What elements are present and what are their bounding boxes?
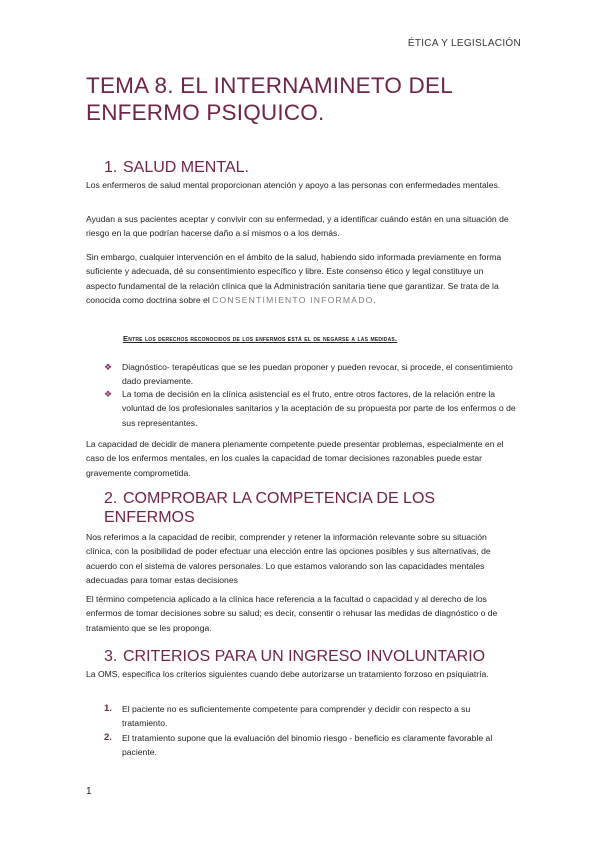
paragraph: Sin embargo, cualquier intervención en el ámbito de la salud, habiendo sido informada previamente en forma suficiente y adecuada, dé su consentimiento específico y libre. Este consenso ético y legal constituye un aspecto fundamental de la relación clínica que la Administración sanitaria tiene que garantizar. Se trata de la conocida como doctrina sobre el CONSENTIMIENTO INFORMADO. — [86, 252, 502, 305]
section-number: 1. — [104, 159, 118, 176]
section-heading-1 — [104, 158, 249, 177]
paragraph: Los enfermeros de salud mental proporcionan atención y apoyo a las personas con enfermedades mentales. — [86, 180, 501, 190]
paragraph-text: Sin embargo, cualquier intervención en el ámbito de la salud, habiendo sido informada previamente en forma suficiente y adecuada, dé su consentimiento específico y libre. Este consenso ético y legal constituye un aspecto fundamental de la relación clínica que la Administración sanitaria tiene que garantizar. Se trata de la conocida como doctrina sobre el — [86, 252, 502, 305]
item-number: 2. — [104, 732, 112, 743]
bullet-item — [104, 360, 516, 389]
diamond-bullet-icon: ❖ — [104, 389, 113, 399]
keyword-consentimiento: CONSENTIMIENTO INFORMADO — [212, 294, 374, 305]
bullet-text: Diagnóstico- terapéuticas que se les puedan proponer y pueden revocar, si procede, el consentimiento dado previamente. — [122, 362, 513, 387]
running-header: ÉTICA Y LEGISLACIÓN — [407, 38, 521, 49]
document-title: TEMA 8. EL INTERNAMINETO DEL ENFERMO PSIQUICO. — [86, 73, 453, 125]
paragraph: Nos referimos a la capacidad de recibir, comprender y retener la información relevante sobre su situación clínica, con la posibilidad de poder efectuar una elección entre las opciones posibles y sus alternativas, de acuerdo con el sistema de valores personales. Lo que estamos valorando son las capacidades mentales adecuadas para tomar estas decisiones — [86, 532, 491, 585]
bullet-text: La toma de decisión en la clínica asistencial es el fruto, entre otros factores, de la relación entre la voluntad de los profesionales sanitarios y la aceptación de su propuesta por parte de los enfermos o de sus representantes. — [122, 389, 516, 428]
bullet-item — [104, 387, 516, 430]
item-text: El paciente no es suficientemente competente para comprender y decidir con respecto a su tratamiento. — [122, 704, 471, 729]
section-title: CRITERIOS PARA UN INGRESO INVOLUNTARIO — [123, 648, 486, 665]
section-number: 3. — [104, 648, 118, 665]
section-number: 2. — [104, 490, 118, 507]
section-heading-3 — [104, 647, 485, 666]
item-number: 1. — [104, 703, 112, 714]
diamond-bullet-icon: ❖ — [104, 362, 113, 372]
paragraph: La capacidad de decidir de manera plenamente competente puede presentar problemas, especialmente en el caso de los enfermos mentales, en los cuales la capacidad de tomar decisiones razonables puede estar gravemente comprometida. — [86, 439, 504, 478]
section-heading-2 — [104, 489, 504, 527]
list-subheading: Entre los derechos reconocidos de los enfermos está el de negarse a las medidas. — [123, 334, 398, 343]
section-title: SALUD MENTAL. — [123, 159, 249, 176]
page-number: 1 — [86, 786, 92, 797]
item-text: El tratamiento supone que la evaluación del binomio riesgo - beneficio es claramente favorable al paciente. — [122, 733, 493, 758]
paragraph: Ayudan a sus pacientes aceptar y convivir con su enfermedad, y a identificar cuándo están en una situación de riesgo en la que podrían hacerse daño a sí mismos o a los demás. — [86, 214, 509, 239]
section-title: COMPROBAR LA COMPETENCIA DE LOS ENFERMOS — [104, 490, 436, 526]
paragraph: El término competencia aplicado a la clínica hace referencia a la facultad o capacidad y al derecho de los enfermos de tomar decisiones sobre su salud; es decir, consentir o rehusar las medidas de diagnóstico o de tratamiento que se les proponga. — [86, 594, 498, 633]
numbered-item — [104, 702, 516, 731]
numbered-item — [104, 731, 516, 760]
paragraph: La OMS, especifica los criterios siguientes cuando debe autorizarse un tratamiento forzoso en psiquiatría. — [86, 669, 489, 679]
